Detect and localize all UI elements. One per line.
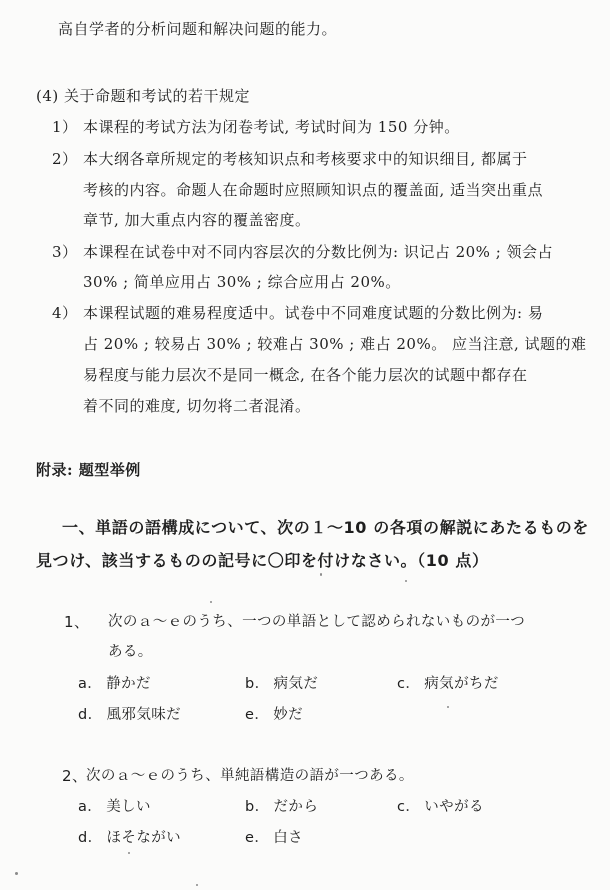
item-number: 4） — [52, 304, 78, 322]
item-line: 本课程在试卷中对不同内容层次的分数比例为: 识记占 20% ; 领会占 — [83, 243, 554, 261]
item-number: 3） — [52, 243, 78, 261]
option-c — [397, 674, 499, 694]
intro-line: 高自学者的分析问题和解决问题的能力。 — [58, 20, 338, 38]
item-line: 本大纲各章所规定的考核知识点和考核要求中的知识细目, 都属于 — [83, 150, 528, 168]
section-heading: (4) 关于命题和考试的若干规定 — [36, 87, 251, 105]
item-line: 考核的内容。命题人在命题时应照顾知识点的覆盖面, 适当突出重点 — [83, 181, 544, 199]
exam-instruction-line: 見つけ、該当するものの記号に〇印を付けなさい。（10 点） — [36, 551, 489, 570]
item-line: 着不同的难度, 切勿将二者混淆。 — [83, 397, 311, 415]
item-line: 本课程的考试方法为闭卷考试, 考试时间为 150 分钟。 — [83, 118, 460, 136]
item-line: 30% ; 简单应用占 30% ; 综合应用占 20%。 — [83, 273, 401, 291]
option-d — [78, 705, 181, 725]
option-label: b． — [245, 676, 270, 692]
item-line: 占 20% ; 较易占 30% ; 较难占 30% ; 难占 20%。 应当注意, 试题的难 — [83, 335, 587, 353]
option-label: b． — [245, 799, 270, 815]
option-text: 美しい — [106, 799, 151, 815]
option-c — [397, 797, 484, 817]
option-a — [78, 797, 151, 817]
option-text: 白さ — [273, 830, 304, 846]
option-text: 静かだ — [106, 676, 151, 692]
option-text: だから — [273, 799, 319, 815]
scan-speck — [320, 573, 322, 576]
appendix-title: 附录: 题型举例 — [36, 461, 141, 479]
option-a — [78, 674, 151, 694]
scan-speck — [196, 884, 198, 886]
scan-speck — [15, 872, 18, 875]
option-label: c． — [397, 799, 421, 815]
item-number: 1） — [52, 118, 78, 136]
option-label: d． — [78, 830, 103, 846]
question-text: ある。 — [108, 644, 153, 660]
option-label: d． — [78, 707, 103, 723]
option-text: 病気がちだ — [424, 676, 499, 692]
option-text: 妙だ — [273, 707, 304, 723]
option-e — [245, 828, 303, 848]
option-label: c． — [397, 676, 421, 692]
option-text: ほそながい — [106, 830, 182, 846]
option-label: a． — [78, 799, 103, 815]
option-e — [245, 705, 303, 725]
scan-speck — [405, 580, 407, 582]
question-number: 2、 — [62, 767, 88, 785]
item-line: 易程度与能力层次不是同一概念, 在各个能力层次的试题中都存在 — [83, 366, 528, 384]
exam-instruction-line: 一、単語の語構成について、次の１～10 の各項の解説にあたるものを — [62, 518, 589, 537]
option-b — [245, 797, 318, 817]
question-number: 1、 — [64, 613, 90, 631]
option-text: 風邪気味だ — [106, 707, 182, 723]
option-d — [78, 828, 181, 848]
option-label: e． — [245, 830, 270, 846]
item-line: 本课程试题的难易程度适中。试卷中不同难度试题的分数比例为: 易 — [83, 304, 544, 322]
option-label: e． — [245, 707, 270, 723]
option-text: 病気だ — [273, 676, 319, 692]
item-line: 章节, 加大重点内容的覆盖密度。 — [83, 211, 311, 229]
scan-speck — [447, 706, 449, 708]
question-text: 次のａ～ｅのうち、単純語構造の語が一つある。 — [86, 768, 414, 784]
item-number: 2） — [52, 150, 78, 168]
option-b — [245, 674, 318, 694]
option-text: いやがる — [424, 799, 484, 815]
scan-speck — [210, 601, 212, 603]
question-text: 次のａ～ｅのうち、一つの単語として認められないものが一つ — [108, 614, 526, 630]
scan-speck — [128, 852, 130, 854]
option-label: a． — [78, 676, 103, 692]
